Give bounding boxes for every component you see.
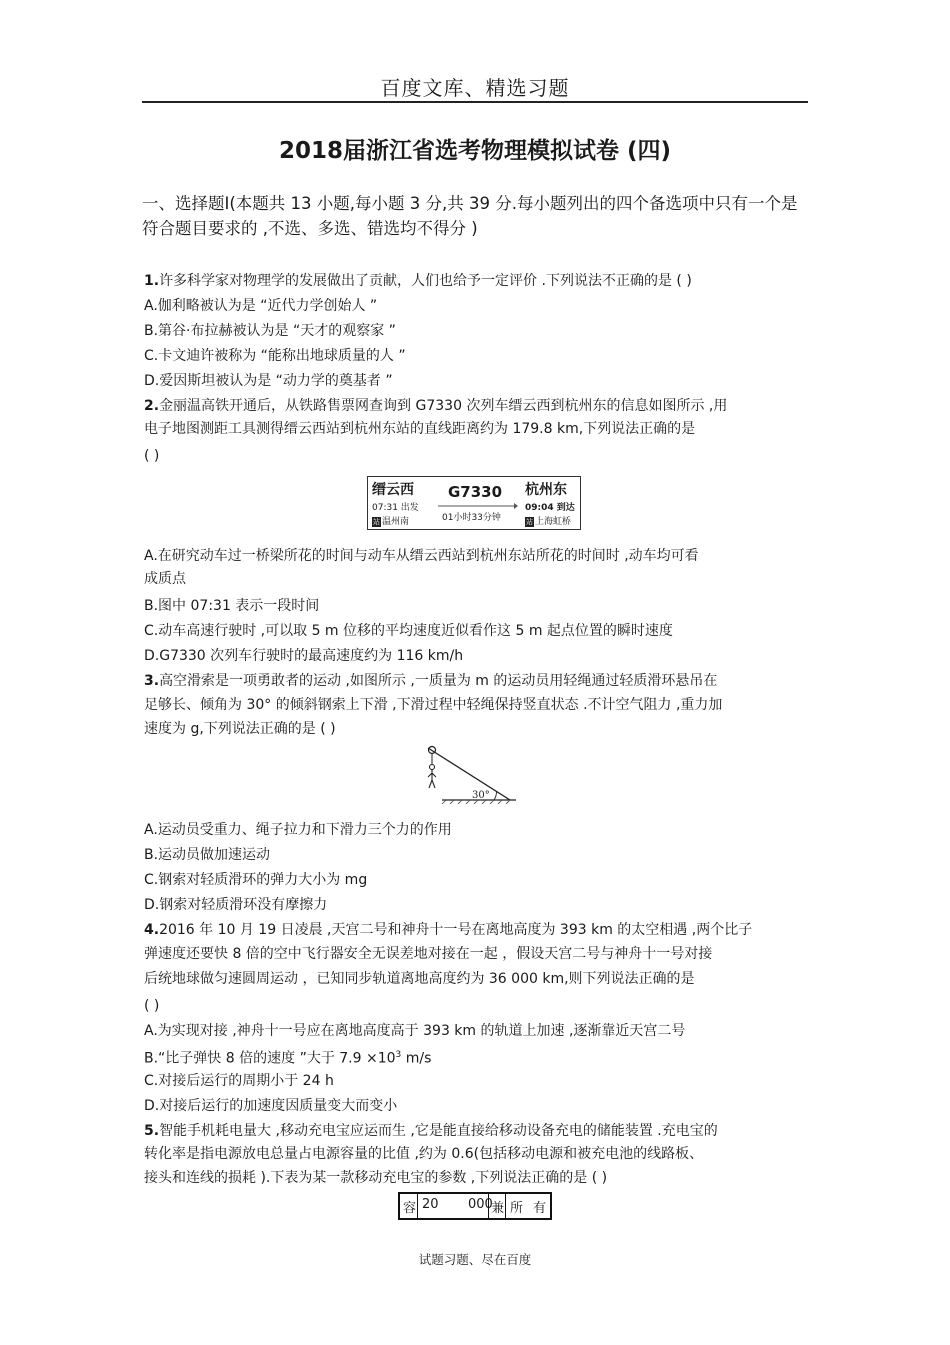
table-cell: 容: [403, 1201, 417, 1216]
question-2-stem-line3: ( ): [144, 448, 160, 464]
ticket-arrive-time: 09:04 到达: [525, 503, 575, 513]
q3-option-a: A.运动员受重力、绳子拉力和下滑力三个力的作用: [144, 822, 452, 838]
question-text: 许多科学家对物理学的发展做出了贡献，人们也给予一定评价 .下列说法不正确的是 ( ): [159, 273, 692, 289]
q2-option-b: B.图中 07:31 表示一段时间: [144, 598, 320, 614]
question-5-stem: [144, 1122, 718, 1140]
table-cell: 所: [510, 1201, 524, 1216]
ticket-to-sub: [525, 514, 571, 527]
q1-option-c: C.卡文迪许被称为 “能称出地球质量的人 ”: [144, 348, 406, 364]
question-3-stem: [144, 672, 717, 690]
q1-option-b: B.第谷·布拉赫被认为是 “天才的观察家 ”: [144, 323, 396, 339]
ticket-from-station: 缙云西: [372, 482, 414, 498]
question-4-stem: [144, 921, 752, 939]
question-4-stem-line3: 后统地球做匀速圆周运动 ，已知同步轨道离地高度约为 36 000 km,则下列说法正确的是: [144, 971, 695, 987]
question-3-stem-line2: 足够长、倾角为 30° 的倾斜钢索上下滑 ,下滑过程中轻绳保持竖直状态 .不计空气阻力 ,重力加: [144, 697, 723, 713]
ticket-to-sub-label: 上海虹桥: [535, 517, 572, 527]
ticket-to-station: 杭州东: [525, 482, 567, 498]
ticket-arrow-icon: [438, 503, 518, 509]
q4-option-c: C.对接后运行的周期小于 24 h: [144, 1073, 334, 1089]
question-number: 1.: [144, 273, 160, 289]
steel-cable: [428, 748, 510, 800]
question-text: 高空滑索是一项勇敢者的运动 ,如图所示 ,一质量为 m 的运动员用轻绳通过轻质滑环悬吊在: [159, 673, 718, 689]
table-cell: 有: [533, 1201, 547, 1216]
question-1-stem: [144, 272, 692, 290]
angle-arc: [494, 791, 497, 800]
exam-title: 2018届浙江省选考物理模拟试卷 (四): [278, 138, 672, 164]
page-header: 百度文库、精选习题: [380, 76, 570, 100]
q4-option-a: A.为实现对接 ,神舟十一号应在离地高度高于 393 km 的轨道上加速 ,逐渐靠近天宫二号: [144, 1023, 686, 1039]
header-rule: [142, 101, 808, 103]
q4-option-b: [144, 1046, 431, 1068]
q1-option-a: A.伽利略被认为是 “近代力学创始人 ”: [144, 298, 378, 314]
q4-option-b-text: B.“比子弹快 8 倍的速度 ”大于 7.9 ×10: [144, 1050, 396, 1067]
q2-option-a: A.在研究动车过一桥梁所花的时间与动车从缙云西站到杭州东站所花的时间时 ,动车均可看: [144, 548, 699, 564]
train-ticket-figure: [367, 476, 581, 530]
question-text: 智能手机耗电量大 ,移动充电宝应运而生 ,它是能直接给移动设备充电的储能装置 .充电宝的: [159, 1123, 718, 1139]
question-number: 2.: [144, 398, 160, 414]
athlete-icon: [428, 765, 436, 789]
q2-option-a-line2: 成质点: [144, 571, 186, 587]
question-2-stem: [144, 397, 727, 415]
question-5-stem-line2: 转化率是指电源放电总量占电源容量的比值 ,约为 0.6(包括移动电源和被充电池的线路板、: [144, 1146, 704, 1162]
question-5-stem-line3: 接头和连线的损耗 ).下表为某一款移动充电宝的参数 ,下列说法正确的是 ( ): [144, 1170, 608, 1186]
page-footer: 试题习题、尽在百度: [418, 1252, 532, 1267]
q3-option-b: B.运动员做加速运动: [144, 847, 271, 863]
question-number: 4.: [144, 922, 160, 938]
q4-option-d: D.对接后运行的加速度因质量变大而变小: [144, 1098, 398, 1114]
q2-option-c: C.动车高速行驶时 ,可以取 5 m 位移的平均速度近似看作这 5 m 起点位置的瞬时速度: [144, 623, 673, 639]
table-cell: 20: [422, 1197, 439, 1212]
ticket-depart-time: 07:31 出发: [372, 503, 419, 513]
power-bank-table: [398, 1192, 552, 1220]
station-icon: 站: [526, 518, 533, 526]
question-text: 2016 年 10 月 19 日凌晨 ,天宫二号和神舟十一号在离地高度为 393 km 的太空相遇 ,两个比子: [159, 922, 753, 938]
table-cell: 兼: [491, 1201, 505, 1216]
table-cell: 000: [468, 1197, 493, 1212]
ticket-train-number: G7330: [448, 483, 503, 501]
zipline-figure: [420, 742, 520, 804]
question-4-stem-line2: 弹速度还要快 8 倍的空中飞行器安全无误差地对接在一起 ，假设天宫二号与神舟十一号对接: [144, 946, 713, 962]
ticket-duration: 01小时33分钟: [442, 513, 501, 523]
question-number: 3.: [144, 673, 160, 689]
question-3-stem-line3: 速度为 g,下列说法正确的是 ( ): [144, 721, 336, 737]
ticket-from-sub: [372, 514, 409, 527]
q4-option-b-exponent: 3: [395, 1050, 402, 1060]
ticket-from-sub-label: 温州南: [382, 517, 410, 527]
q3-option-c: C.钢索对轻质滑环的弹力大小为 mg: [144, 872, 368, 888]
station-icon: 站: [373, 518, 380, 526]
section-heading: 一、选择题Ⅰ(本题共 13 小题,每小题 3 分,共 39 分.每小题列出的四个备选项中只有一个是符合题目要求的 ,不选、多选、错选均不得分 ): [142, 194, 798, 238]
question-number: 5.: [144, 1123, 160, 1139]
q2-option-d: D.G7330 次列车行驶时的最高速度约为 116 km/h: [144, 648, 464, 664]
q4-option-b-unit: m/s: [401, 1050, 432, 1067]
q3-option-d: D.钢索对轻质滑环没有摩擦力: [144, 897, 328, 913]
question-2-stem-line2: 电子地图测距工具测得缙云西站到杭州东站的直线距离约为 179.8 km,下列说法正确的是: [144, 421, 696, 437]
question-text: 金丽温高铁开通后，从铁路售票网查询到 G7330 次列车缙云西到杭州东的信息如图所示 ,用: [159, 398, 728, 414]
q1-option-d: D.爱因斯坦被认为是 “动力学的奠基者 ”: [144, 373, 393, 389]
angle-label: 30°: [472, 790, 490, 801]
question-4-stem-line4: ( ): [144, 998, 160, 1014]
